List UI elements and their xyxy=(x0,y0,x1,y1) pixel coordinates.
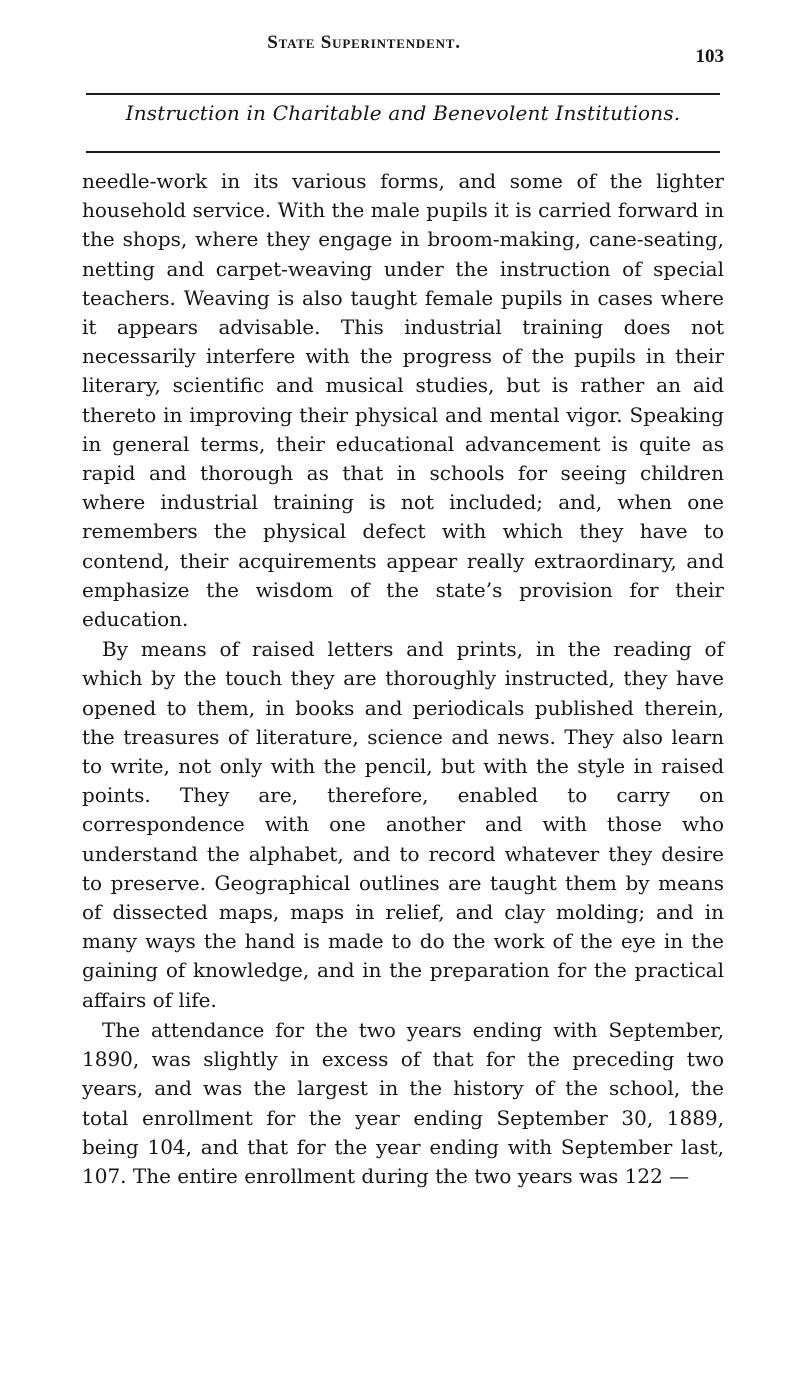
paragraph-continuation: needle-work in its various forms, and some of the lighter household service. With the male pupils it is carried forward in the shops, where they engage in broom-making, cane-seating, netting and carpet-weaving under the instruction of special teachers. Weaving is also taught female pupils in cases where it appears advisable. This industrial training does not necessarily interfere with the progress of the pupils in their literary, scientific and musical studies, but is rather an aid thereto in improving their physical and mental vigor. Speaking in general terms, their educational advancement is quite as rapid and thorough as that in schools for seeing children where industrial training is not included; and, when one remembers the physical defect with which they have to contend, their acquirements appear really extraordinary, and emphasize the wisdom of the state’s provision for their education. xyxy=(82,169,724,632)
paragraph-raised-letters: By means of raised letters and prints, in the reading of which by the touch they are thoroughly instructed, they have opened to them, in books and periodicals published therein, the treasures of literature, science and news. They also learn to write, not only with the pencil, but with the style in raised points. They are, therefore, enabled to carry on correspondence with one another and with those who understand the alphabet, and to record whatever they desire to preserve. Geographical outlines are taught them by means of dissected maps, maps in relief, and clay molding; and in many ways the hand is made to do the work of the eye in the gaining of knowledge, and in the preparation for the practical affairs of life. xyxy=(82,637,724,1012)
top-rule xyxy=(86,93,720,95)
section-title: Instruction in Charitable and Benevolent Institutions. xyxy=(125,101,681,125)
page-number: 103 xyxy=(695,46,724,67)
body-text xyxy=(82,167,724,1191)
bottom-rule xyxy=(86,151,720,153)
paragraph-attendance: The attendance for the two years ending with September, 1890, was slightly in excess of that for the preceding two years, and was the largest in the history of the school, the total enrollment for the year ending September 30, 1889, being 104, and that for the year ending with September last, 107. The entire enrollment during the two years was 122 — xyxy=(82,1017,724,1188)
running-head xyxy=(84,30,724,70)
running-title: State Superintendent. xyxy=(267,32,461,53)
